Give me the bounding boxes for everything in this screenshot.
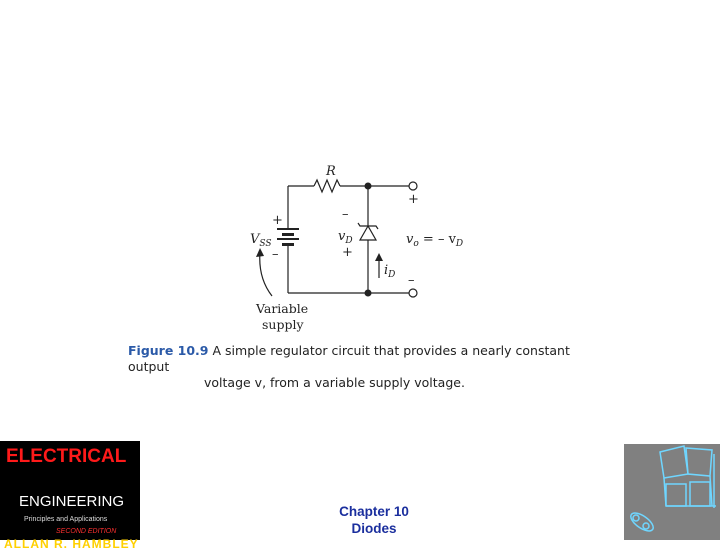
supply-label: supply: [262, 317, 304, 332]
supply-plus-label: +: [272, 213, 283, 228]
caption-line-1: A simple regulator circuit that provides a nearly constant output: [128, 343, 570, 374]
diode-minus-label: –: [342, 207, 349, 222]
vo-label: $v_o$ = – $v_D$: [406, 232, 464, 249]
book-subtitle: Principles and Applications: [24, 516, 108, 523]
variable-label: Variable: [256, 301, 309, 316]
decorative-engineering-image: [624, 444, 720, 540]
current-arrowhead: [375, 253, 383, 261]
book-author: ALLAN R. HAMBLEY: [4, 537, 139, 551]
chapter-number: Chapter 10: [339, 504, 409, 519]
chapter-title: Diodes: [351, 521, 397, 536]
book-title-line-1: ELECTRICAL: [6, 446, 127, 467]
output-terminal-bottom: [409, 289, 417, 297]
supply-minus-label: –: [272, 247, 279, 262]
output-terminal-top: [409, 182, 417, 190]
diode-plus-label: +: [342, 245, 353, 260]
resistor-label: R: [326, 164, 336, 179]
supply-arrowhead: [256, 248, 264, 257]
id-label: $i_D$: [384, 263, 396, 280]
chapter-heading: [320, 503, 428, 537]
output-minus-label: –: [408, 273, 415, 288]
figure-caption: [128, 343, 598, 391]
figure-number: Figure 10.9: [128, 343, 209, 358]
book-cover-thumbnail: [0, 441, 140, 551]
battery-symbol: [277, 228, 299, 246]
caption-line-2: voltage v, from a variable supply voltage.: [204, 375, 465, 390]
book-edition: SECOND EDITION: [56, 528, 117, 535]
vss-label: $V_{SS}$: [250, 232, 272, 249]
vd-label: $v_D$: [338, 229, 353, 246]
book-title-line-2: ENGINEERING: [19, 493, 125, 510]
variable-supply-arrow: [260, 252, 272, 296]
engineering-sketch-icon: [624, 444, 720, 540]
junction-dot-top: [365, 183, 372, 190]
zener-diode-symbol: [358, 223, 378, 240]
output-plus-label: +: [408, 192, 419, 207]
resistor-symbol: [314, 180, 340, 192]
junction-dot-bottom: [365, 290, 372, 297]
